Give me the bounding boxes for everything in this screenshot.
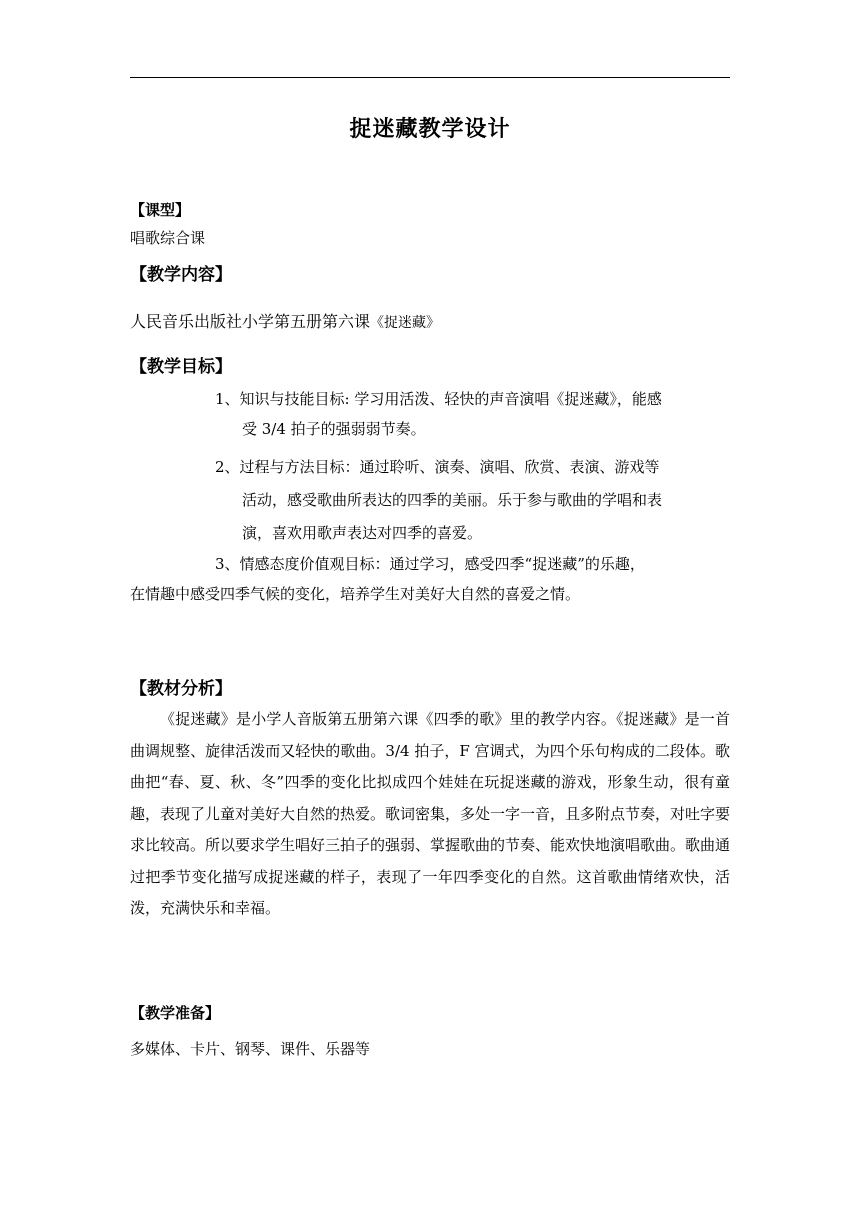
goal-1-line-1: 1、知识与技能目标: 学习用活泼、轻快的声音演唱《捉迷藏》，能感 [215, 390, 662, 408]
teaching-content-main: 人民音乐出版社小学第五册第六课 [130, 312, 371, 331]
teaching-content-heading: 【教学内容】 [130, 265, 232, 285]
page-title: 捉迷藏教学设计 [349, 116, 511, 142]
goal-3-line-2: 在情趣中感受四季气候的变化，培养学生对美好大自然的喜爱之情。 [130, 585, 581, 603]
teaching-preparation-heading: 【教学准备】 [130, 1004, 221, 1022]
material-analysis-heading: 【教材分析】 [130, 679, 232, 699]
teaching-content-text [130, 309, 730, 332]
header-rule [130, 77, 730, 78]
material-analysis-content: 《捉迷藏》是小学人音版第五册第六课《四季的歌》里的教学内容。《捉迷藏》是一首曲调规整、旋律活泼而又轻快的歌曲。3/4 拍子，F 宫调式，为四个乐句构成的二段体。歌曲把“春、夏、秋、冬”四季的变化比拟成四个娃娃在玩捉迷藏的游戏，形象生动，很有童趣，表现了儿童对美好大自然的热爱。歌词密集，多处一字一音，且多附点节奏，对吐字要求比较高。所以要求学生唱好三拍子的强弱、掌握歌曲的节奏、能欢快地演唱歌曲。歌曲通过把季节变化描写成捉迷藏的样子，表现了一年四季变化的自然。这首歌曲情绪欢快，活泼，充满快乐和幸福。 [130, 710, 731, 917]
lesson-type-content: 唱歌综合课 [130, 229, 206, 247]
teaching-content-book: 《捉迷藏》 [370, 315, 441, 331]
goal-2-line-2: 活动，感受歌曲所表达的四季的美丽。乐于参与歌曲的学唱和表 [242, 491, 663, 509]
goal-2-line-1: 2、过程与方法目标：通过聆听、演奏、演唱、欣赏、表演、游戏等 [215, 458, 660, 476]
teaching-goals-heading: 【教学目标】 [130, 357, 232, 377]
lesson-type-heading: 【课型】 [130, 201, 191, 219]
goal-3-line-1: 3、情感态度价值观目标：通过学习，感受四季“捉迷藏”的乐趣， [215, 555, 645, 573]
teaching-preparation-content: 多媒体、卡片、钢琴、课件、乐器等 [130, 1040, 371, 1058]
goal-1-line-2: 受 3/4 拍子的强弱弱节奏。 [242, 420, 426, 438]
goal-2-line-3: 演，喜欢用歌声表达对四季的喜爱。 [242, 524, 483, 542]
